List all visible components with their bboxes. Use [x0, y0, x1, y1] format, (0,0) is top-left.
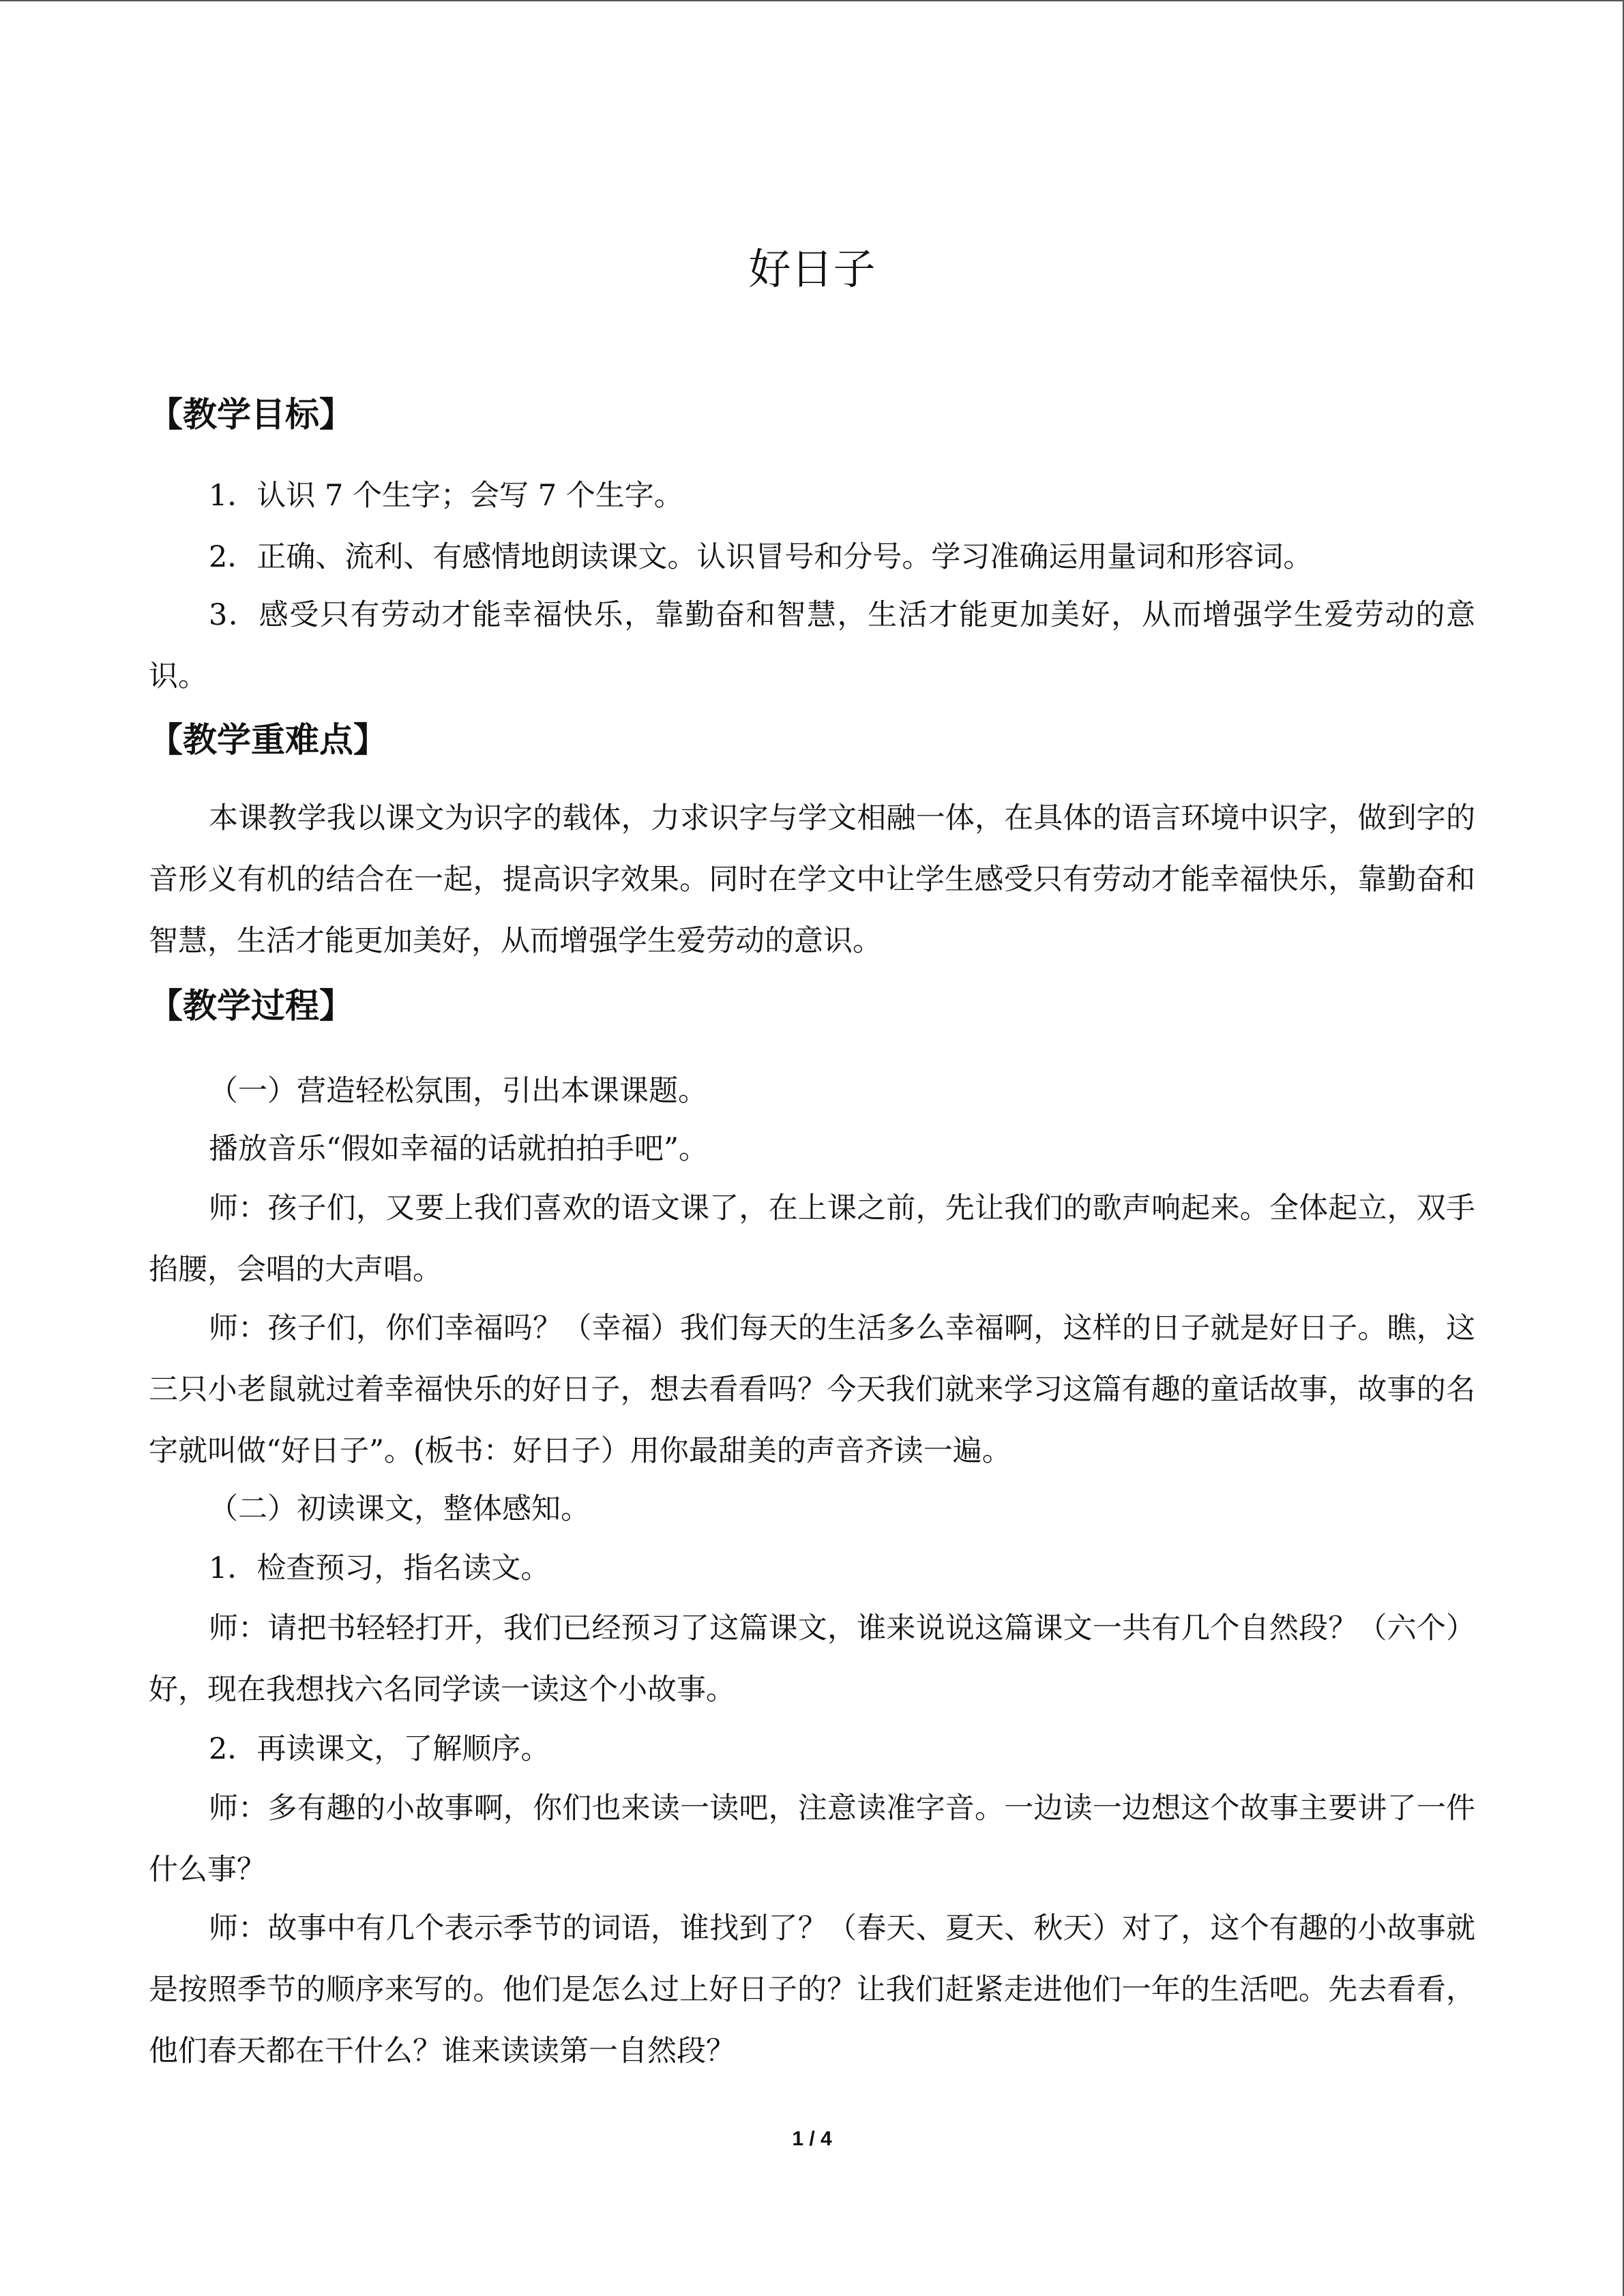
- process-paragraph: （一）营造轻松氛围，引出本课课题。: [209, 1074, 707, 1108]
- process-paragraph: 播放音乐“假如幸福的话就拍拍手吧”。: [209, 1132, 708, 1166]
- process-paragraph: 师：孩子们，你们幸福吗？（幸福）我们每天的生活多么幸福啊，这样的日子就是好日子。瞧，这三只小老鼠就过着幸福快乐的好日子，想去看看吗？今天我们就来学习这篇有趣的童话故事，故事的名字就叫做“好日子”。(板书：好日子）用你最甜美的声音齐读一遍。: [149, 1311, 1475, 1468]
- goal-item-2: 2．正确、流利、有感情地朗读课文。认识冒号和分号。学习准确运用量词和形容词。: [209, 540, 1313, 574]
- process-paragraph: 师：多有趣的小故事啊，你们也来读一读吧，注意读准字音。一边读一边想这个故事主要讲了一件什么事？: [149, 1791, 1475, 1887]
- heading-teaching-process: 【教学过程】: [149, 986, 353, 1026]
- heading-key-points: 【教学重难点】: [149, 720, 387, 760]
- process-paragraph: 师：请把书轻轻打开，我们已经预习了这篇课文，谁来说说这篇课文一共有几个自然段？（六个）好，现在我想找六名同学读一读这个小故事。: [149, 1611, 1475, 1707]
- goal-item-1: 1．认识 7 个生字；会写 7 个生字。: [209, 479, 683, 513]
- process-paragraph: （二）初读课文，整体感知。: [209, 1492, 590, 1526]
- page-title: 好日子: [748, 243, 876, 294]
- page-number: 1 / 4: [792, 2128, 832, 2150]
- process-paragraph: 1．检查预习，指名读文。: [209, 1551, 550, 1585]
- goal-item-3: 3．感受只有劳动才能幸福快乐，靠勤奋和智慧，生活才能更加美好，从而增强学生爱劳动的意识。: [149, 598, 1475, 694]
- process-paragraph: 2．再读课文，了解顺序。: [209, 1732, 550, 1766]
- process-paragraph: 师：故事中有几个表示季节的词语，谁找到了？（春天、夏天、秋天）对了，这个有趣的小故事就是按照季节的顺序来写的。他们是怎么过上好日子的？让我们赶紧走进他们一年的生活吧。先去看看，他们春天都在干什么？谁来读读第一自然段？: [149, 1911, 1475, 2068]
- process-paragraph: 师：孩子们，又要上我们喜欢的语文课了，在上课之前，先让我们的歌声响起来。全体起立，双手掐腰，会唱的大声唱。: [149, 1191, 1475, 1287]
- key-points-text: 本课教学我以课文为识字的载体，力求识字与学文相融一体，在具体的语言环境中识字，做到字的音形义有机的结合在一起，提高识字效果。同时在学文中让学生感受只有劳动才能幸福快乐，靠勤奋和智慧，生活才能更加美好，从而增强学生爱劳动的意识。: [149, 801, 1475, 958]
- heading-teaching-goals: 【教学目标】: [149, 395, 353, 434]
